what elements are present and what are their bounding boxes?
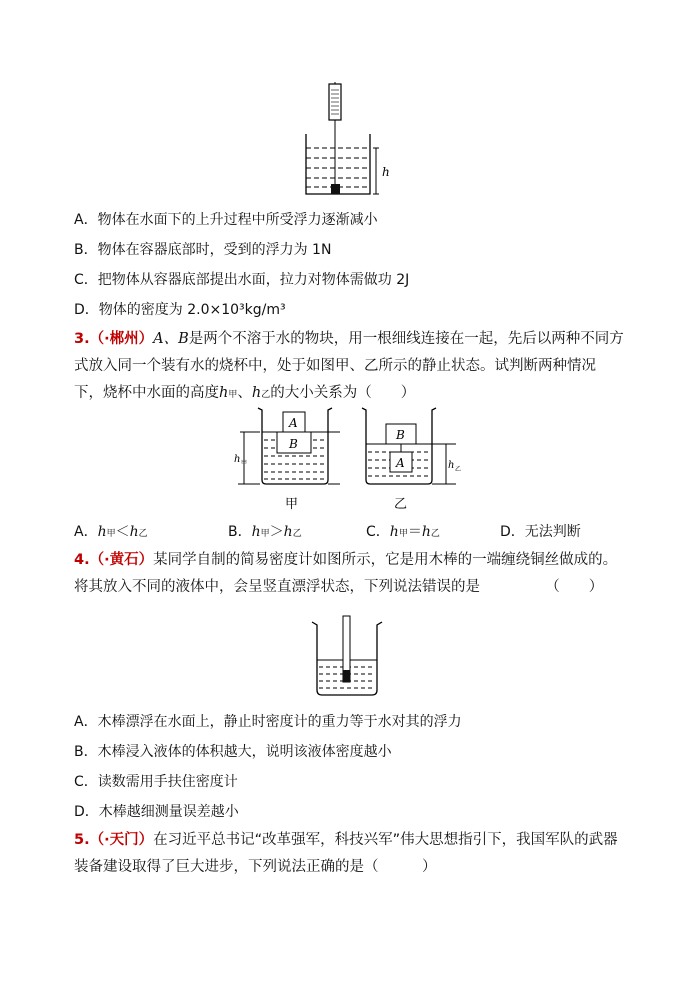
svg-text:A: A bbox=[289, 416, 298, 430]
svg-text:乙: 乙 bbox=[455, 466, 462, 473]
q4-stem: 4.（·黄石）某同学自制的简易密度计如图所示，它是用木棒的一端缠绕铜丝做成的。将其放入不同的液体中，会呈竖直漂浮状态，下列说法错误的是 （ ） bbox=[74, 552, 618, 595]
q2-option-a: A．物体在水面下的上升过程中所受浮力逐渐减小 bbox=[74, 212, 378, 228]
q4-number: 4. bbox=[74, 552, 90, 568]
q3-figure bbox=[234, 404, 464, 514]
q4-option-b: B．木棒浸入液体的体积越大，说明该液体密度越小 bbox=[74, 744, 392, 760]
svg-text:h: h bbox=[234, 454, 241, 465]
copper-wire bbox=[343, 670, 350, 682]
q3-option-b: B．h甲＞h乙 bbox=[228, 524, 302, 540]
svg-text:B: B bbox=[289, 437, 298, 451]
q4-option-a: A．木棒漂浮在水面上，静止时密度计的重力等于水对其的浮力 bbox=[74, 714, 462, 730]
q3-source: （·郴州） bbox=[89, 331, 154, 347]
svg-text:乙: 乙 bbox=[394, 497, 408, 512]
svg-text:h: h bbox=[448, 460, 455, 471]
svg-text:B: B bbox=[396, 428, 405, 442]
svg-text:A: A bbox=[396, 456, 405, 470]
svg-text:甲: 甲 bbox=[241, 460, 248, 467]
q2-figure bbox=[300, 82, 400, 200]
beaker-yi bbox=[362, 408, 461, 512]
q2-option-d: D．物体的密度为 2.0×10³kg/m³ bbox=[74, 302, 286, 318]
q4-source: （·黄石） bbox=[89, 552, 154, 568]
q5-number: 5. bbox=[74, 832, 90, 848]
h-label: h bbox=[382, 165, 390, 179]
q4-option-c: C．读数需用手扶住密度计 bbox=[74, 774, 238, 790]
q3-option-a: A．h甲＜h乙 bbox=[74, 524, 148, 540]
q3-stem: 3.（·郴州）A、B是两个不溶于水的物块，用一根细线连接在一起，先后以两种不同方式放入同一个装有水的烧杯中，处于如图甲、乙所示的静止状态。试判断两种情况下，烧杯中水面的高度h甲、h乙的大小关系为（ ） bbox=[74, 331, 624, 401]
q3-ab: A、B bbox=[153, 331, 189, 347]
q3-number: 3. bbox=[74, 331, 90, 347]
q4-option-d: D．木棒越细测量误差越小 bbox=[74, 804, 239, 820]
q3-option-c: C．h甲＝h乙 bbox=[366, 524, 440, 540]
q2-option-c: C．把物体从容器底部提出水面，拉力对物体需做功 2J bbox=[74, 272, 410, 288]
q2-option-b: B．物体在容器底部时，受到的浮力为 1N bbox=[74, 242, 332, 258]
svg-text:甲: 甲 bbox=[285, 497, 299, 512]
q5-stem: 5.（·天门）在习近平总书记“改革强军，科技兴军”伟大思想指引下，我国军队的武器装备建设取得了巨大进步，下列说法正确的是（ ） bbox=[74, 832, 618, 875]
beaker-jia bbox=[234, 408, 340, 512]
q3-option-d: D．无法判断 bbox=[500, 524, 581, 540]
q4-figure bbox=[308, 612, 386, 698]
object-block bbox=[331, 184, 340, 194]
q5-source: （·天门） bbox=[89, 832, 154, 848]
